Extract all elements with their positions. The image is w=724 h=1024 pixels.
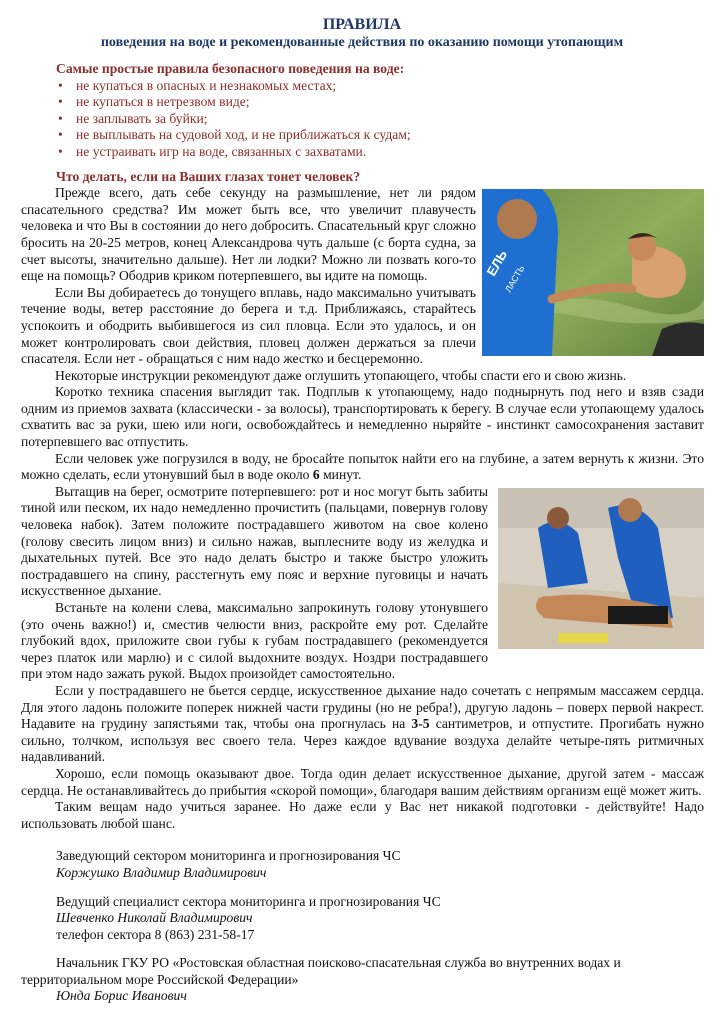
paragraph-text: Если человек уже погрузился в воду, не бросайте попыток найти его на глубине, а затем вернуть к жизни. Это можно сделать, если утонувший был в воде около bbox=[21, 450, 704, 483]
paragraph: Хорошо, если помощь оказывают двое. Тогда один делает искусственное дыхание, другой затем - массаж сердца. Не останавливайтесь до прибытия «скорой помощи», благодаря вашим действиям организм ещё может жить. bbox=[21, 765, 704, 798]
signature-name: Юнда Борис Иванович bbox=[56, 988, 187, 1004]
paragraph: Вытащив на берег, осмотрите потерпевшего: рот и нос могут быть забиты тиной или песком, их надо немедленно прочистить (пальцами, повернув голову человека набок). Затем положите пострадавшего животом на свое колено (голову свесить лицом вниз) и сильно нажав, выплесните воду из желудка и дыхательных путей. Все это надо делать быстро и также быстро уложить пострадавшего на спину, расстегнуть ему пояс и верхние пуговицы и начать искусственное дыхание. bbox=[21, 483, 488, 599]
first-aid-on-beach-photo bbox=[498, 488, 704, 649]
document-title: ПРАВИЛА bbox=[322, 16, 402, 33]
rescue-in-water-illustration bbox=[482, 189, 704, 356]
paragraph: Некоторые инструкции рекомендуют даже оглушить утопающего, чтобы спасти его и свою жизнь. bbox=[55, 367, 627, 383]
signature-block-2 bbox=[56, 894, 702, 944]
signature-title: Заведующий сектором мониторинга и прогнозирования ЧС bbox=[56, 848, 401, 864]
signature-name: Шевченко Николай Владимирович bbox=[56, 910, 253, 926]
signature-name: Коржушко Владимир Владимирович bbox=[56, 864, 267, 880]
signature-title: Начальник ГКУ РО «Ростовская областная поисково-спасательная служба во внутренних водах и территориальном море Российской Федерации» bbox=[21, 955, 621, 987]
paragraph: Таким вещам надо учиться заранее. Но даже если у Вас нет никакой подготовки - действуйте! Надо использовать любой шанс. bbox=[21, 799, 704, 831]
signature-block-3 bbox=[21, 955, 702, 1005]
minutes-value: 6 bbox=[312, 467, 320, 483]
article-body bbox=[21, 185, 704, 832]
safety-rules-list bbox=[56, 78, 702, 161]
signatures bbox=[21, 848, 702, 1005]
vest-lettering-small: ЛАСТЬ bbox=[503, 263, 527, 295]
rule-item: • не устраивать игр на воде, связанных с захватами. bbox=[56, 144, 702, 161]
first-aid-illustration bbox=[498, 488, 704, 649]
rescue-in-water-photo bbox=[482, 189, 704, 356]
signature-block-1 bbox=[56, 848, 702, 881]
paragraph: Если Вы добираетесь до тонущего вплавь, надо максимально учитывать течение воды, ветер расстояние до берега и т.д. Приближаясь, старайтесь успокоить и ободрить выбившегося из сил пловца. Если это удалось, и он может контролировать свои действия, пловец должен держаться за плечи спасателя. Если нет - обращаться с ним надо жестко и бесцеремонно. bbox=[21, 284, 476, 367]
paragraph-text: Если у пострадавшего не бьется сердце, искусственное дыхание надо сочетать с непрямым массажем сердца. Для этого ладонь положите поперек нижней части грудины (но не ребра!), другую ладонь – поверх первой накрест. Надавите на грудину запястьями так, чтобы она прогнулась на bbox=[21, 682, 704, 732]
rule-item: • не заплывать за буйки; bbox=[56, 111, 702, 128]
paragraph: Прежде всего, дать себе секунду на размышление, нет ли рядом спасательного средства? Им может быть все, что увеличит плавучесть человека и что Вы в состоянии до него добросить. Спасательный круг сложно бросить на 20-25 метров, конец Александрова чуть дальше (с борта судна, за счет высоты, значительно дальше). Нет ли лодки? Можно ли позвать кого-то еще на помощь? Ободрив криком потерпевшего, вы идите на помощь. bbox=[21, 185, 476, 284]
signature-phone: телефон сектора 8 (863) 231-58-17 bbox=[56, 926, 255, 942]
document-title-block bbox=[0, 16, 724, 51]
rule-item: • не купаться в опасных и незнакомых местах; bbox=[56, 78, 702, 95]
drowning-question-heading: Что делать, если на Ваших глазах тонет человек? bbox=[56, 168, 361, 184]
vest-lettering: ЕЛЬ bbox=[483, 247, 511, 279]
paragraph: Встаньте на колени слева, максимально запрокинуть голову утонувшего (это очень важно!) и, сместив челюсти вниз, раскройте ему рот. Сделайте глубокий вдох, приложите свои губы к губам пострадавшего (рекомендуется через платок или марлю) и с силой выдохните воздух. Ноздри пострадавшего при этом надо зажать рукой. Выдох произойдет самостоятельно. bbox=[21, 600, 488, 682]
paragraph: Коротко техника спасения выглядит так. Подплыв к утопающему, надо поднырнуть под него и взяв сзади одним из приемов захвата (классически - за волосы), транспортировать к берегу. В случае если утопающему удалось схватить вас за руки, шею или ноги, освобождайтесь и немедленно ныряйте - инстинкт самосохранения заставит потерпевшего вас отпустить. bbox=[21, 384, 704, 450]
safety-rules-heading: Самые простые правила безопасного поведения на воде: bbox=[56, 61, 405, 76]
safety-rules bbox=[56, 61, 702, 161]
paragraph bbox=[21, 683, 704, 766]
rule-item: • не выплывать на судовой ход, и не приближаться к судам; bbox=[56, 127, 702, 144]
rule-item: • не купаться в нетрезвом виде; bbox=[56, 94, 702, 111]
paragraph-text: сантиметров, и отпустите. Прогибать нужно сильно, толчком, используя вес своего тела. Через каждое вдувание воздуха делайте четыре-пять ритмичных надавливаний. bbox=[21, 716, 704, 765]
paragraph-text: минут. bbox=[323, 467, 362, 483]
compression-depth-value: 3-5 bbox=[411, 716, 430, 732]
paragraph bbox=[21, 451, 704, 484]
signature-title: Ведущий специалист сектора мониторинга и прогнозирования ЧС bbox=[56, 893, 441, 909]
document-subtitle: поведения на воде и рекомендованные действия по оказанию помощи утопающим bbox=[100, 35, 624, 50]
